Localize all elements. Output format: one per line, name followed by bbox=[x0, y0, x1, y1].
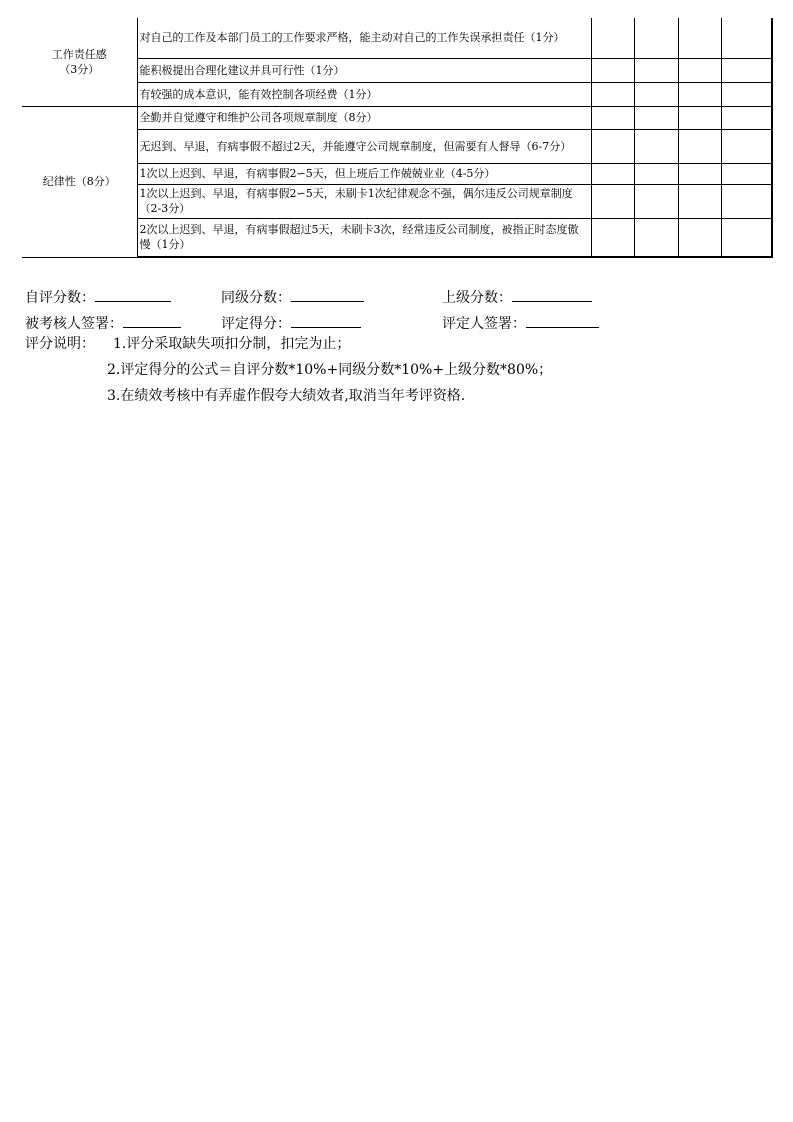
score-cell[interactable] bbox=[591, 82, 634, 106]
score-cell[interactable] bbox=[634, 218, 678, 257]
table-row bbox=[22, 18, 772, 58]
appraiser-sign-label: 评定人签署： bbox=[442, 316, 526, 332]
criteria-cell: 全勤并自觉遵守和维护公司各项规章制度（8分） bbox=[137, 106, 591, 129]
score-cell[interactable] bbox=[591, 184, 634, 218]
appraiser-sign-field bbox=[442, 313, 599, 333]
appraisee-sign-blank[interactable] bbox=[123, 313, 181, 328]
score-cell[interactable] bbox=[591, 129, 634, 163]
score-cell[interactable] bbox=[591, 163, 634, 184]
superior-score-blank[interactable] bbox=[512, 287, 592, 302]
score-cell[interactable] bbox=[721, 129, 772, 163]
score-cell[interactable] bbox=[721, 163, 772, 184]
superior-score-field bbox=[442, 287, 592, 307]
score-cell[interactable] bbox=[678, 18, 721, 58]
category-cell bbox=[22, 18, 137, 106]
score-cell[interactable] bbox=[678, 82, 721, 106]
category-points: （3分） bbox=[59, 62, 100, 76]
final-score-blank[interactable] bbox=[291, 313, 361, 328]
score-cell[interactable] bbox=[721, 58, 772, 82]
criteria-cell: 1次以上迟到、早退，有病事假2∽5天，但上班后工作兢兢业业（4-5分） bbox=[137, 163, 591, 184]
score-cell[interactable] bbox=[721, 184, 772, 218]
score-cell[interactable] bbox=[678, 129, 721, 163]
self-score-label: 自评分数： bbox=[25, 290, 95, 306]
criteria-cell: 对自己的工作及本部门员工的工作要求严格，能主动对自己的工作失误承担责任（1分） bbox=[137, 18, 591, 58]
score-cell[interactable] bbox=[678, 58, 721, 82]
score-cell[interactable] bbox=[678, 106, 721, 129]
notes-label: 评分说明： bbox=[25, 336, 95, 352]
criteria-cell: 无迟到、早退，有病事假不超过2天，并能遵守公司规章制度，但需要有人督导（6-7分） bbox=[137, 129, 591, 163]
score-cell[interactable] bbox=[634, 82, 678, 106]
category-cell: 纪律性（8分） bbox=[22, 106, 137, 257]
score-cell[interactable] bbox=[591, 18, 634, 58]
note-item: 1.评分采取缺失项扣分制，扣完为止； bbox=[113, 336, 351, 352]
score-cell[interactable] bbox=[634, 58, 678, 82]
score-cell[interactable] bbox=[721, 218, 772, 257]
appraiser-sign-blank[interactable] bbox=[526, 313, 599, 328]
peer-score-field bbox=[221, 287, 364, 307]
table-row bbox=[22, 106, 772, 129]
peer-score-label: 同级分数： bbox=[221, 290, 291, 306]
score-cell[interactable] bbox=[634, 163, 678, 184]
self-score-blank[interactable] bbox=[95, 287, 171, 302]
final-score-field bbox=[221, 313, 361, 333]
peer-score-blank[interactable] bbox=[291, 287, 364, 302]
score-cell[interactable] bbox=[678, 163, 721, 184]
final-score-label: 评定得分： bbox=[221, 316, 291, 332]
appraisee-sign-label: 被考核人签署： bbox=[25, 316, 123, 332]
score-cell[interactable] bbox=[634, 18, 678, 58]
criteria-cell: 有较强的成本意识，能有效控制各项经费（1分） bbox=[137, 82, 591, 106]
criteria-cell: 1次以上迟到、早退，有病事假2∽5天，未刷卡1次纪律观念不强，偶尔违反公司规章制度（2-3分） bbox=[137, 184, 591, 218]
score-cell[interactable] bbox=[721, 18, 772, 58]
self-score-field bbox=[25, 287, 171, 307]
superior-score-label: 上级分数： bbox=[442, 290, 512, 306]
score-cell[interactable] bbox=[634, 106, 678, 129]
score-cell[interactable] bbox=[678, 184, 721, 218]
score-cell[interactable] bbox=[678, 218, 721, 257]
score-cell[interactable] bbox=[591, 106, 634, 129]
note-item: 2.评定得分的公式＝自评分数*10%+同级分数*10%+上级分数*80%； bbox=[107, 362, 553, 378]
score-cell[interactable] bbox=[634, 184, 678, 218]
score-cell[interactable] bbox=[591, 218, 634, 257]
score-cell[interactable] bbox=[591, 58, 634, 82]
appraisee-sign-field bbox=[25, 313, 181, 333]
score-cell[interactable] bbox=[721, 82, 772, 106]
score-cell[interactable] bbox=[721, 106, 772, 129]
category-label: 工作责任感 bbox=[51, 47, 107, 61]
note-item: 3.在绩效考核中有弄虚作假夸大绩效者,取消当年考评资格. bbox=[107, 388, 466, 404]
criteria-cell: 2次以上迟到、早退，有病事假超过5天，未刷卡3次，经常违反公司制度，被指正时态度傲慢（1分） bbox=[137, 218, 591, 257]
criteria-cell: 能积极提出合理化建议并具可行性（1分） bbox=[137, 58, 591, 82]
evaluation-table bbox=[22, 18, 773, 258]
score-cell[interactable] bbox=[634, 129, 678, 163]
